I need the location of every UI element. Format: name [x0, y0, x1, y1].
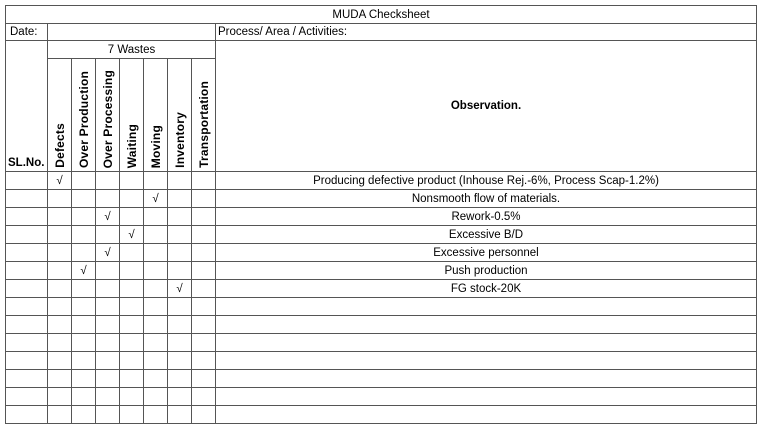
waste-header-waiting: Waiting [120, 59, 144, 172]
observation-cell[interactable] [216, 334, 757, 352]
waste-check-cell[interactable] [120, 388, 144, 406]
waste-check-cell[interactable] [144, 172, 168, 190]
waste-check-cell[interactable] [72, 244, 96, 262]
table-row [6, 334, 757, 352]
check-mark-icon[interactable]: √ [144, 190, 168, 208]
process-area-activities-label: Process/ Area / Activities: [216, 24, 757, 41]
waste-check-cell[interactable] [48, 388, 72, 406]
waste-check-cell[interactable] [48, 190, 72, 208]
waste-check-cell[interactable] [48, 316, 72, 334]
sl-no-cell[interactable] [6, 280, 48, 298]
waste-check-cell[interactable] [48, 244, 72, 262]
observation-cell[interactable]: Push production [216, 262, 757, 280]
table-row [6, 406, 757, 424]
sl-no-cell[interactable] [6, 208, 48, 226]
waste-check-cell[interactable] [96, 406, 120, 424]
waste-check-cell[interactable] [120, 352, 144, 370]
table-row [6, 298, 757, 316]
table-row [6, 352, 757, 370]
waste-check-cell[interactable] [192, 208, 216, 226]
table-row [6, 226, 757, 244]
date-label: Date: [6, 24, 48, 41]
waste-header-over-production: Over Production [72, 59, 96, 172]
observation-cell[interactable]: Excessive personnel [216, 244, 757, 262]
waste-check-cell[interactable] [120, 334, 144, 352]
waste-check-cell[interactable] [168, 370, 192, 388]
check-mark-icon[interactable]: √ [168, 280, 192, 298]
waste-check-cell[interactable] [144, 334, 168, 352]
waste-check-cell[interactable] [192, 262, 216, 280]
table-row [6, 190, 757, 208]
sl-no-cell[interactable] [6, 262, 48, 280]
observation-cell[interactable] [216, 298, 757, 316]
waste-check-cell[interactable] [144, 370, 168, 388]
observation-cell[interactable]: Excessive B/D [216, 226, 757, 244]
waste-check-cell[interactable] [192, 370, 216, 388]
waste-check-cell[interactable] [72, 226, 96, 244]
waste-check-cell[interactable] [144, 352, 168, 370]
waste-check-cell[interactable] [96, 316, 120, 334]
waste-check-cell[interactable] [48, 352, 72, 370]
waste-check-cell[interactable] [96, 370, 120, 388]
waste-check-cell[interactable] [48, 208, 72, 226]
sl-no-cell[interactable] [6, 226, 48, 244]
sl-no-cell[interactable] [6, 172, 48, 190]
waste-check-cell[interactable] [144, 316, 168, 334]
waste-check-cell[interactable] [120, 172, 144, 190]
waste-check-cell[interactable] [72, 388, 96, 406]
table-row [6, 244, 757, 262]
sl-no-cell[interactable] [6, 352, 48, 370]
observation-cell[interactable]: Producing defective product (Inhouse Rej.-6%, Process Scap-1.2%) [216, 172, 757, 190]
waste-check-cell[interactable] [168, 298, 192, 316]
waste-check-cell[interactable] [144, 406, 168, 424]
waste-check-cell[interactable] [168, 316, 192, 334]
waste-header-defects: Defects [48, 59, 72, 172]
waste-check-cell[interactable] [168, 226, 192, 244]
waste-check-cell[interactable] [120, 280, 144, 298]
waste-check-cell[interactable] [96, 172, 120, 190]
table-row [6, 388, 757, 406]
check-mark-icon[interactable]: √ [96, 244, 120, 262]
waste-check-cell[interactable] [48, 280, 72, 298]
waste-check-cell[interactable] [120, 244, 144, 262]
check-mark-icon[interactable]: √ [120, 226, 144, 244]
waste-check-cell[interactable] [144, 244, 168, 262]
waste-check-cell[interactable] [192, 388, 216, 406]
observation-cell[interactable]: Rework-0.5% [216, 208, 757, 226]
waste-check-cell[interactable] [168, 190, 192, 208]
observation-header: Observation. [216, 41, 757, 172]
waste-check-cell[interactable] [120, 190, 144, 208]
observation-cell[interactable] [216, 352, 757, 370]
waste-check-cell[interactable] [192, 244, 216, 262]
waste-check-cell[interactable] [192, 172, 216, 190]
check-mark-icon[interactable]: √ [48, 172, 72, 190]
waste-check-cell[interactable] [72, 406, 96, 424]
waste-check-cell[interactable] [96, 352, 120, 370]
table-row [6, 280, 757, 298]
table-row [6, 208, 757, 226]
check-mark-icon[interactable]: √ [96, 208, 120, 226]
sl-no-cell[interactable] [6, 334, 48, 352]
date-field[interactable] [48, 24, 216, 41]
waste-check-cell[interactable] [168, 244, 192, 262]
observation-cell[interactable]: FG stock-20K [216, 280, 757, 298]
waste-check-cell[interactable] [168, 352, 192, 370]
waste-check-cell[interactable] [192, 334, 216, 352]
waste-check-cell[interactable] [96, 226, 120, 244]
waste-check-cell[interactable] [48, 298, 72, 316]
waste-check-cell[interactable] [192, 280, 216, 298]
waste-check-cell[interactable] [48, 406, 72, 424]
waste-header-inventory: Inventory [168, 59, 192, 172]
waste-header-over-processing: Over Processing [96, 59, 120, 172]
check-mark-icon[interactable]: √ [72, 262, 96, 280]
waste-check-cell[interactable] [96, 388, 120, 406]
observation-cell[interactable] [216, 388, 757, 406]
waste-check-cell[interactable] [96, 262, 120, 280]
waste-check-cell[interactable] [192, 298, 216, 316]
sl-no-cell[interactable] [6, 388, 48, 406]
table-row [6, 262, 757, 280]
waste-check-cell[interactable] [120, 298, 144, 316]
waste-check-cell[interactable] [144, 262, 168, 280]
waste-check-cell[interactable] [72, 190, 96, 208]
waste-check-cell[interactable] [168, 262, 192, 280]
waste-check-cell[interactable] [120, 406, 144, 424]
waste-check-cell[interactable] [168, 406, 192, 424]
waste-check-cell[interactable] [72, 316, 96, 334]
table-row [6, 172, 757, 190]
observation-cell[interactable]: Nonsmooth flow of materials. [216, 190, 757, 208]
waste-check-cell[interactable] [48, 370, 72, 388]
observation-cell[interactable] [216, 316, 757, 334]
waste-check-cell[interactable] [48, 334, 72, 352]
waste-check-cell[interactable] [120, 262, 144, 280]
waste-check-cell[interactable] [192, 190, 216, 208]
waste-check-cell[interactable] [96, 334, 120, 352]
waste-check-cell[interactable] [96, 190, 120, 208]
waste-check-cell[interactable] [144, 226, 168, 244]
sl-no-cell[interactable] [6, 370, 48, 388]
sheet-title: MUDA Checksheet [6, 6, 757, 24]
seven-wastes-header: 7 Wastes [48, 41, 216, 59]
waste-check-cell[interactable] [192, 406, 216, 424]
sl-no-cell[interactable] [6, 316, 48, 334]
waste-check-cell[interactable] [72, 352, 96, 370]
waste-check-cell[interactable] [120, 370, 144, 388]
sl-no-cell[interactable] [6, 298, 48, 316]
waste-check-cell[interactable] [96, 280, 120, 298]
waste-header-transportation: Transportation [192, 59, 216, 172]
waste-check-cell[interactable] [168, 172, 192, 190]
waste-check-cell[interactable] [192, 352, 216, 370]
muda-checksheet-table [5, 5, 757, 424]
waste-check-cell[interactable] [72, 370, 96, 388]
table-row [6, 370, 757, 388]
waste-check-cell[interactable] [48, 262, 72, 280]
waste-check-cell[interactable] [72, 208, 96, 226]
waste-check-cell[interactable] [144, 298, 168, 316]
waste-check-cell[interactable] [96, 298, 120, 316]
waste-check-cell[interactable] [72, 334, 96, 352]
waste-check-cell[interactable] [168, 334, 192, 352]
sl-no-cell[interactable] [6, 244, 48, 262]
waste-check-cell[interactable] [144, 280, 168, 298]
waste-check-cell[interactable] [192, 226, 216, 244]
waste-header-moving: Moving [144, 59, 168, 172]
sl-no-cell[interactable] [6, 406, 48, 424]
sl-no-cell[interactable] [6, 190, 48, 208]
waste-check-cell[interactable] [192, 316, 216, 334]
waste-check-cell[interactable] [120, 316, 144, 334]
observation-cell[interactable] [216, 406, 757, 424]
waste-check-cell[interactable] [72, 172, 96, 190]
waste-check-cell[interactable] [72, 298, 96, 316]
table-row [6, 316, 757, 334]
waste-check-cell[interactable] [72, 280, 96, 298]
observation-cell[interactable] [216, 370, 757, 388]
waste-check-cell[interactable] [168, 388, 192, 406]
waste-check-cell[interactable] [120, 208, 144, 226]
waste-check-cell[interactable] [144, 208, 168, 226]
waste-check-cell[interactable] [168, 208, 192, 226]
sl-no-header: SL.No. [6, 41, 48, 172]
waste-check-cell[interactable] [144, 388, 168, 406]
waste-check-cell[interactable] [48, 226, 72, 244]
